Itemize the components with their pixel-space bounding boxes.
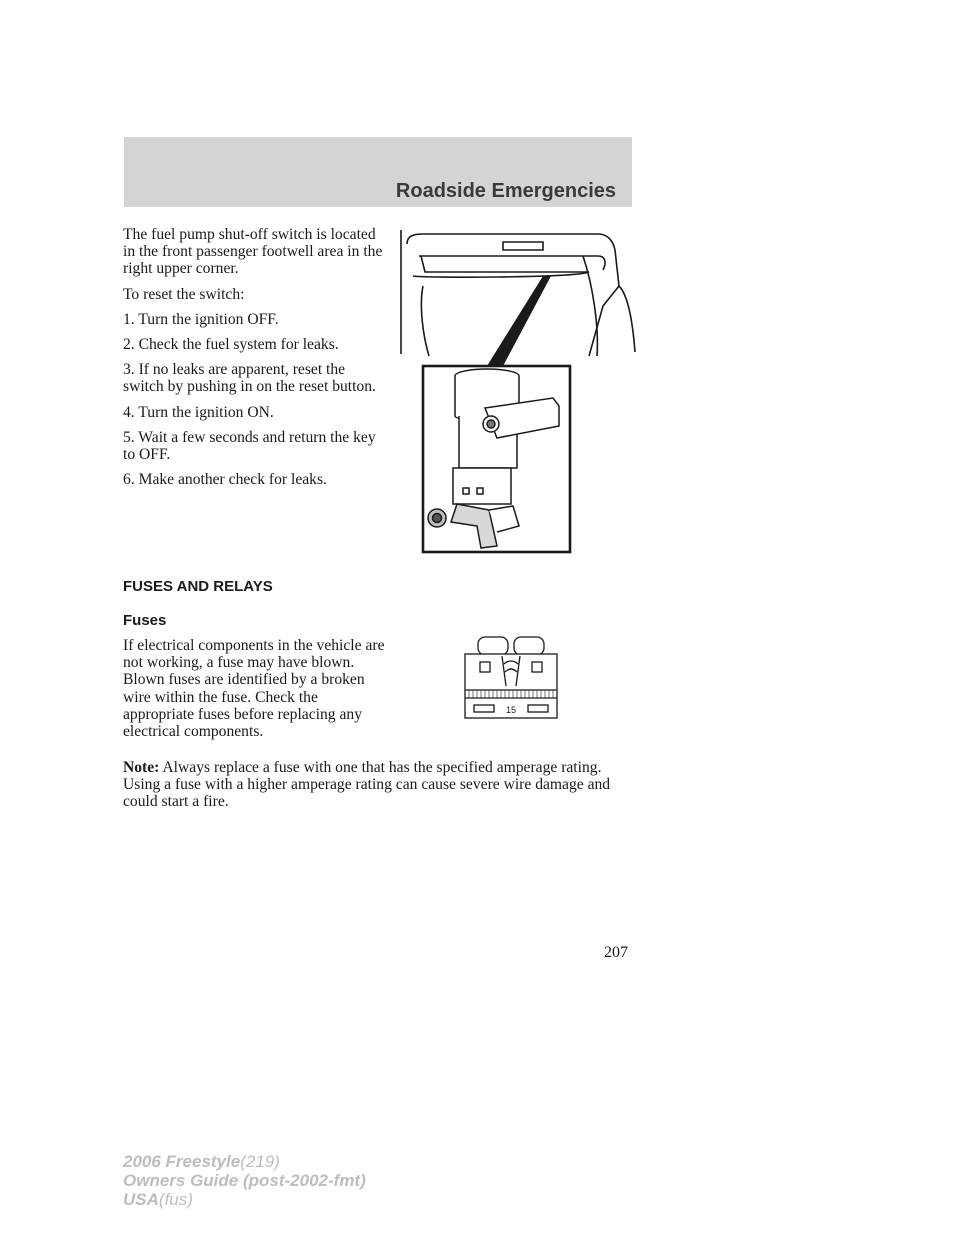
footer-model-code: (219) <box>240 1152 280 1171</box>
fuel-pump-switch-illustration <box>393 226 638 556</box>
fuse-illustration <box>464 634 558 720</box>
note-label: Note: <box>123 759 160 776</box>
location-paragraph: The fuel pump shut-off switch is located in the front passenger footwell area in the right upper corner. <box>123 226 383 278</box>
step-6: 6. Make another check for leaks. <box>123 471 327 489</box>
page-number: 207 <box>604 944 628 961</box>
footer-line-2: Owners Guide (post-2002-fmt) <box>123 1171 366 1190</box>
fuses-paragraph <box>123 637 385 748</box>
step-2: 2. Check the fuel system for leaks. <box>123 336 339 354</box>
fuse-rating-label: 15 <box>505 705 517 715</box>
step-3: 3. If no leaks are apparent, reset the switch by pushing in on the reset button. <box>123 361 376 396</box>
reset-intro: To reset the switch: <box>123 285 245 303</box>
note-paragraph <box>123 759 635 811</box>
fuses-relays-heading: FUSES AND RELAYS <box>123 578 273 595</box>
fuses-subheading: Fuses <box>123 612 167 629</box>
document-footer <box>123 1152 366 1209</box>
section-title: Roadside Emergencies <box>395 180 616 202</box>
step-4: 4. Turn the ignition ON. <box>123 403 274 421</box>
step-1: 1. Turn the ignition OFF. <box>123 310 279 328</box>
footer-market: USA <box>123 1190 159 1209</box>
fuel-pump-instructions <box>123 226 385 496</box>
footer-line-3 <box>123 1190 366 1209</box>
footer-line-1 <box>123 1152 366 1171</box>
footer-market-code: (fus) <box>158 1190 193 1209</box>
header-band <box>124 137 632 207</box>
fuses-body: If electrical components in the vehicle are not working, a fuse may have blown. Blown fuses are identified by a broken wire within the fuse. Check the appropriate fuses before replacing any electrical components. <box>123 637 385 741</box>
step-5: 5. Wait a few seconds and return the key to OFF. <box>123 428 376 464</box>
note-text: Always replace a fuse with one that has the specified amperage rating. Using a fuse with a higher amperage rating can cause severe wire damage and could start a fire. <box>123 759 611 811</box>
footer-model: 2006 Freestyle <box>123 1152 241 1171</box>
